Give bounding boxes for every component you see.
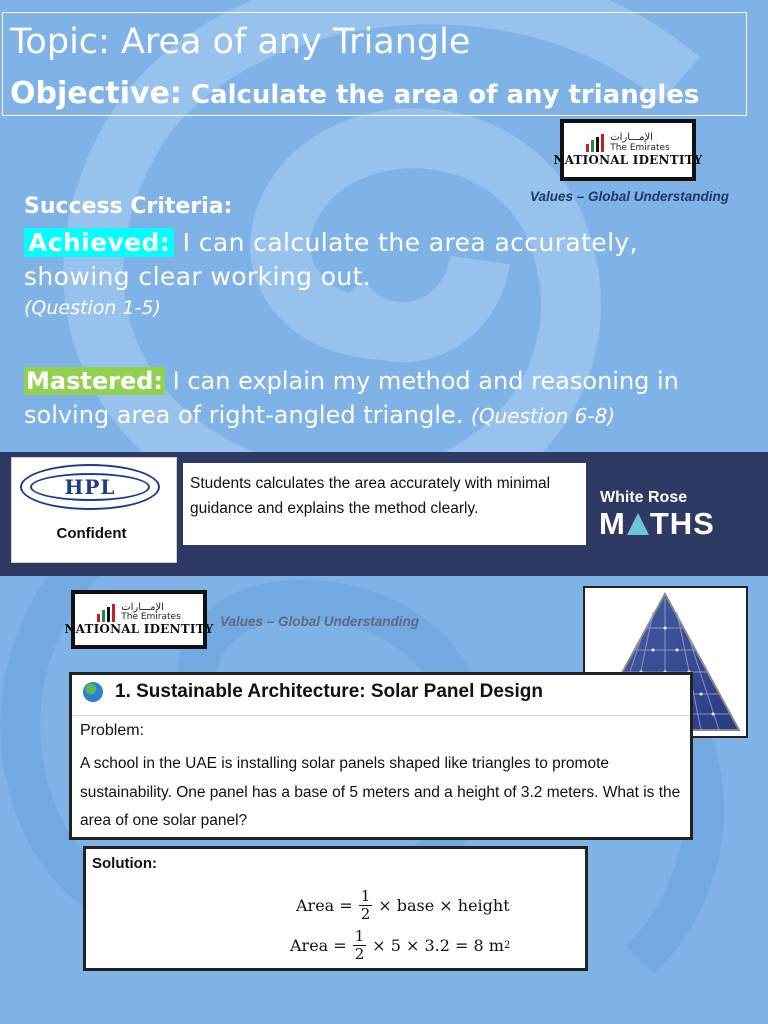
formula-2-rhs: × 5 × 3.2 = 8 m <box>372 936 504 955</box>
formula-1-rhs: × base × height <box>378 896 510 915</box>
logo-mark <box>586 133 670 153</box>
achieved-label: Achieved: <box>24 228 174 257</box>
triangle-a-icon <box>627 513 649 535</box>
flag-bars-icon <box>586 134 604 152</box>
topic-title: Topic: Area of any Triangle <box>10 22 471 62</box>
formula-line-1 <box>296 888 510 923</box>
formula-2-exponent: 2 <box>503 940 511 951</box>
mastered-criterion <box>24 364 754 433</box>
hpl-logo <box>20 464 160 510</box>
objective-line <box>10 76 699 111</box>
level-description: Students calculates the area accurately with minimal guidance and explains the method clearly. <box>183 463 586 545</box>
mastered-label: Mastered: <box>26 367 164 395</box>
values-tag-2: Values – Global Understanding <box>220 614 420 629</box>
maths-ths: THS <box>649 506 715 541</box>
maths-logo <box>599 506 715 542</box>
formula-line-2 <box>290 928 510 963</box>
logo-caption: NATIONAL IDENTITY <box>64 622 214 637</box>
hpl-logo-text: HPL <box>64 475 116 499</box>
objective-text: Calculate the area of any triangles <box>181 80 700 110</box>
white-rose-text: White Rose <box>600 489 688 506</box>
values-tag: Values – Global Understanding <box>530 189 730 204</box>
solution-label: Solution: <box>92 855 157 872</box>
achieved-criterion <box>24 226 744 294</box>
confidence-level: Confident <box>56 525 127 542</box>
logo-english: The Emirates <box>610 142 670 153</box>
globe-icon <box>83 682 103 702</box>
problem-divider <box>72 715 690 716</box>
formula-1-lhs: Area = <box>296 896 353 915</box>
national-identity-logo-2 <box>64 590 214 649</box>
problem-title <box>83 681 543 703</box>
problem-label: Problem: <box>80 722 145 739</box>
logo-arabic: الإمـــارات <box>121 601 164 613</box>
flag-bars-icon <box>97 604 115 622</box>
mastered-text: I can explain my method and reasoning in solving area of right-angled triangle. <box>24 367 679 429</box>
fraction-half: $\frac{1}{2}$ <box>360 887 371 923</box>
logo-arabic: الإمـــارات <box>610 132 653 144</box>
maths-m: M <box>599 506 626 541</box>
objective-label: Objective: <box>10 76 182 111</box>
fraction-half: $\frac{1}{2}$ <box>354 927 365 963</box>
problem-text: A school in the UAE is installing solar panels shaped like triangles to promote sustainability. One panel has a base of 5 meters and a height of 3.2 meters. What is the area of one solar panel? <box>80 755 681 829</box>
achieved-text: I can calculate the area accurately, showing clear working out. <box>24 228 638 291</box>
achieved-questions: (Question 1-5) <box>24 297 161 319</box>
problem-title-text: 1. Sustainable Architecture: Solar Panel Design <box>115 681 543 702</box>
mastered-questions: (Question 6-8) <box>471 404 616 428</box>
logo-english: The Emirates <box>121 612 181 623</box>
logo-caption: NATIONAL IDENTITY <box>553 152 703 167</box>
success-criteria-label: Success Criteria: <box>24 194 233 219</box>
formula-2-lhs: Area = <box>290 936 347 955</box>
national-identity-logo <box>553 119 703 181</box>
